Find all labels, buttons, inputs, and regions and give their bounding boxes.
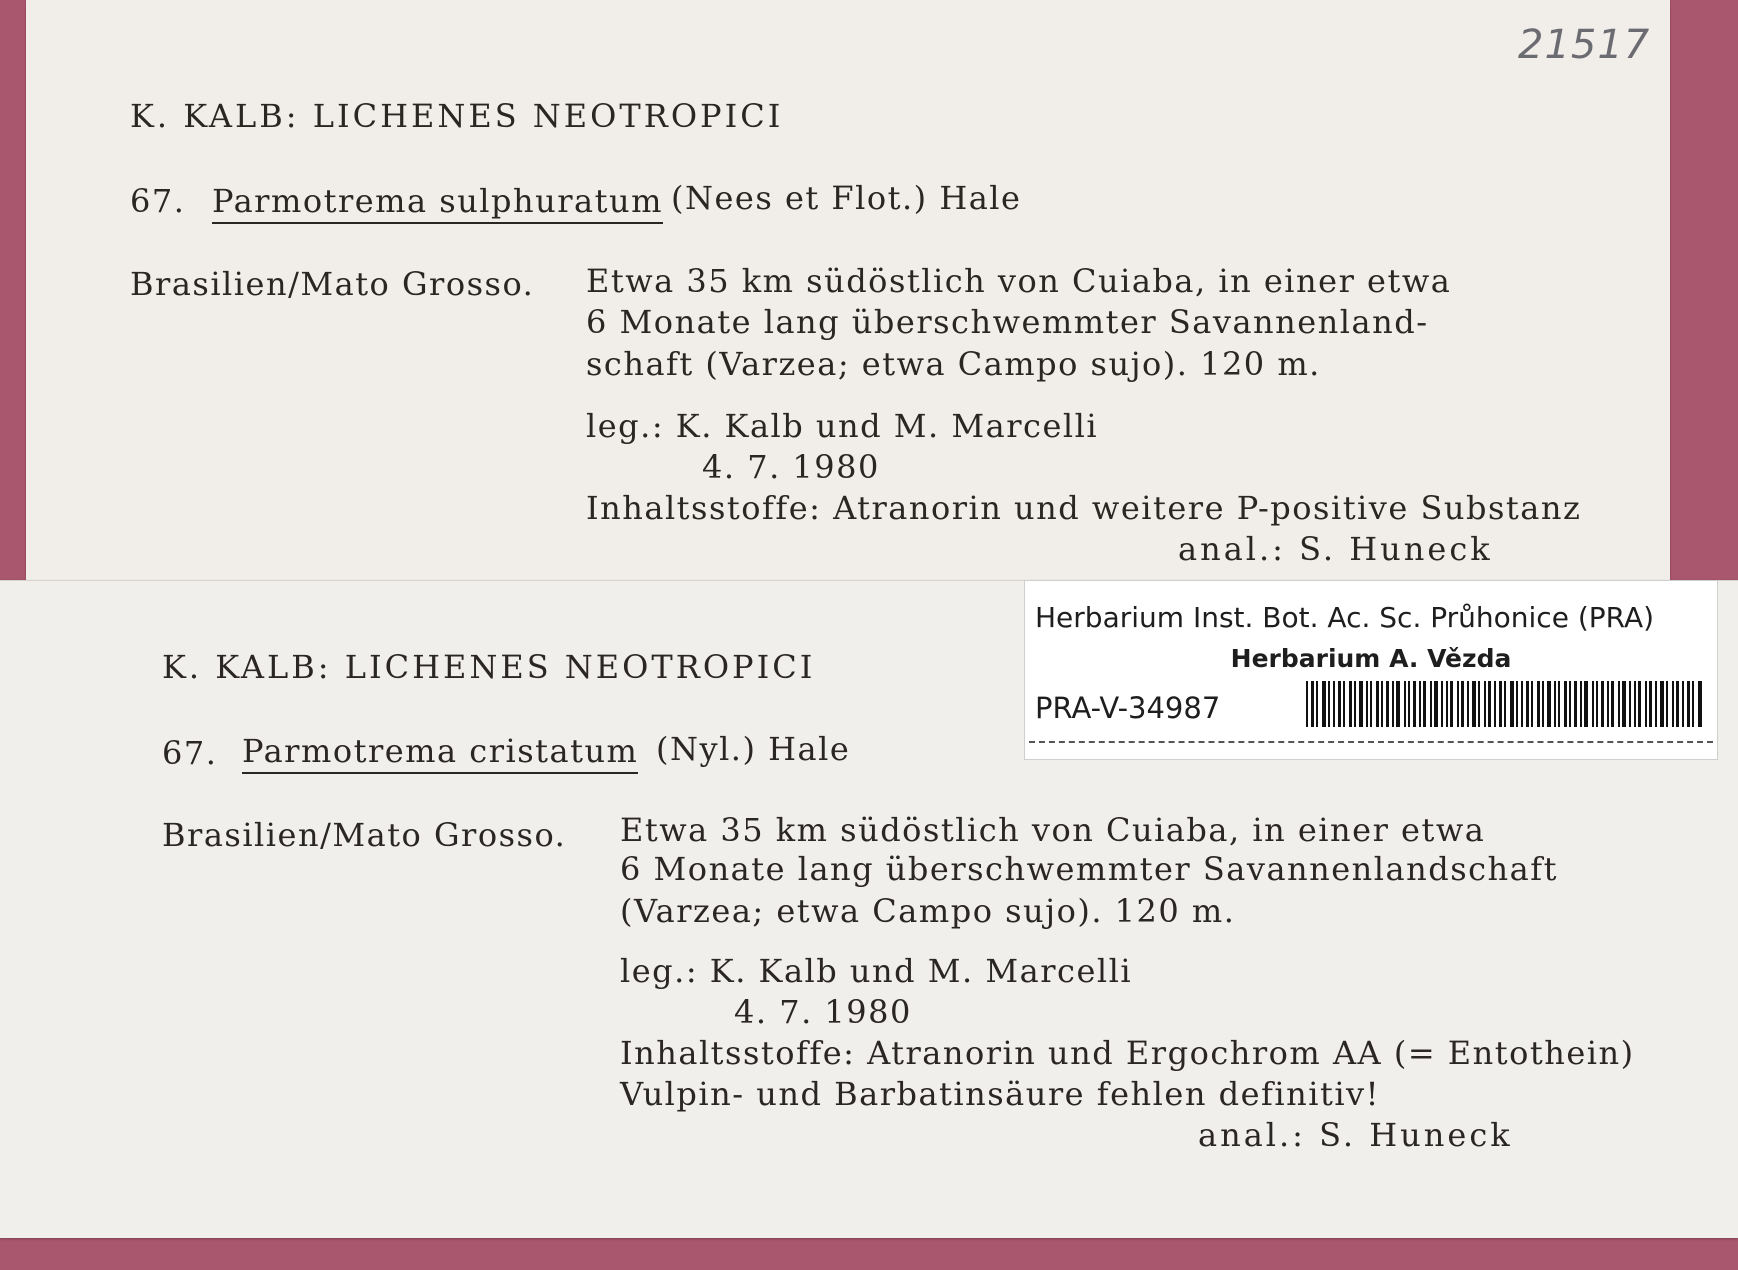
locality-line: (Varzea; etwa Campo sujo). 120 m. [620,892,1236,930]
specimen-code: PRA-V-34987 [1035,691,1221,725]
locality-line: Etwa 35 km südöstlich von Cuiaba, in einer etwa [586,262,1452,300]
series-title: K. KALB: LICHENES NEOTROPICI [162,648,816,686]
taxon-name [212,182,663,220]
locality-line: Etwa 35 km südöstlich von Cuiaba, in einer etwa [620,811,1486,849]
herbarium-collection: Herbarium A. Vězda [1230,644,1512,673]
herbarium-institution: Herbarium Inst. Bot. Ac. Sc. Průhonice (PRA) [1035,601,1655,634]
collection-date: 4. 7. 1980 [702,448,880,486]
locality-region: Brasilien/Mato Grosso. [162,816,567,854]
chemistry-line: Inhaltsstoffe: Atranorin und Ergochrom AA (= Entothein) [620,1034,1635,1072]
specimen-number: 67. [130,182,186,220]
taxon-author: (Nyl.) Hale [656,730,851,768]
taxon-name-text: Parmotrema sulphuratum [212,182,663,224]
specimen-number: 67. [162,734,218,772]
top-specimen-label [26,0,1670,582]
collector: leg.: K. Kalb und M. Marcelli [586,407,1099,445]
cut-line [1029,741,1713,743]
locality-region: Brasilien/Mato Grosso. [130,265,535,303]
taxon-name [242,732,639,770]
collector: leg.: K. Kalb und M. Marcelli [620,952,1133,990]
series-title: K. KALB: LICHENES NEOTROPICI [130,97,784,135]
locality-line: 6 Monate lang überschwemmter Savannenland- [586,303,1429,341]
locality-line: 6 Monate lang überschwemmter Savannenlandschaft [620,850,1558,888]
herbarium-label [1024,580,1718,760]
locality-line: schaft (Varzea; etwa Campo sujo). 120 m. [586,345,1321,383]
chemistry: Inhaltsstoffe: Atranorin und weitere P-positive Substanz [586,489,1582,527]
analyst: anal.: S. Huneck [1178,530,1493,568]
taxon-author: (Nees et Flot.) Hale [671,179,1022,217]
accession-number: 21517 [1518,22,1651,68]
barcode-icon [1306,681,1702,727]
taxon-name-text: Parmotrema cristatum [242,732,638,774]
collection-date: 4. 7. 1980 [734,993,912,1031]
analyst: anal.: S. Huneck [1198,1116,1513,1154]
chemistry-line: Vulpin- und Barbatinsäure fehlen definitiv! [620,1075,1380,1113]
